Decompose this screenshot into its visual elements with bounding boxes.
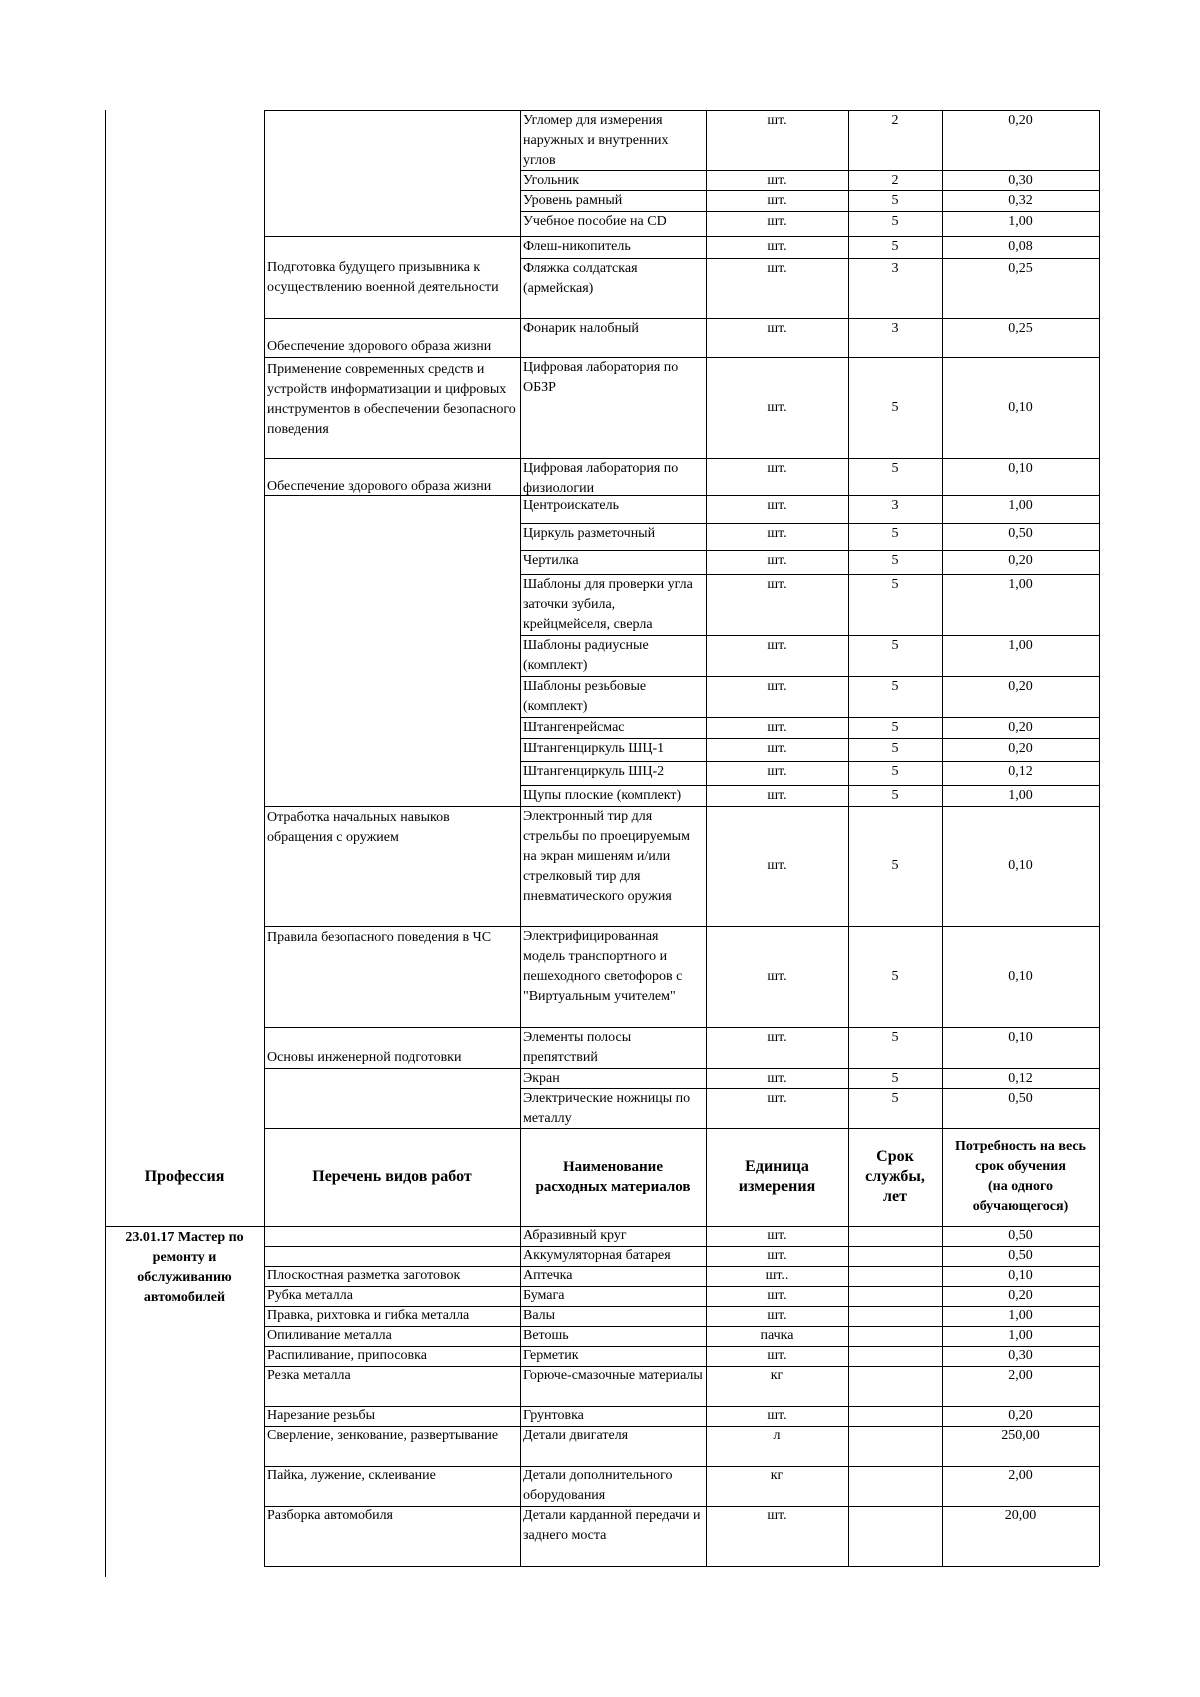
- table-rule: [706, 1226, 707, 1566]
- header-works: Перечень видов работ: [312, 1168, 472, 1185]
- requirement-cell: 2,00: [1008, 1468, 1033, 1483]
- unit-cell: пачка: [760, 1328, 794, 1343]
- unit-cell: шт.: [767, 638, 787, 653]
- table-rule: [264, 110, 265, 1128]
- unit-cell: шт.: [767, 969, 787, 984]
- unit-cell: шт.: [767, 788, 787, 803]
- table-rule: [848, 1128, 849, 1226]
- work-type-cell: Обеспечение здорового образа жизни: [267, 479, 492, 494]
- work-type-cell: Нарезание резьбы: [267, 1408, 375, 1423]
- material-name: Фляжка солдатская (армейская): [523, 261, 638, 296]
- requirement-cell: 0,30: [1008, 1348, 1033, 1363]
- material-name: Горюче-смазочные материалы: [523, 1368, 703, 1383]
- unit-cell: шт.: [767, 1308, 787, 1323]
- header-profession: Профессия: [144, 1168, 225, 1185]
- service-term-cell: 5: [891, 741, 899, 756]
- material-name: Учебное пособие на CD: [523, 214, 667, 229]
- material-name: Штангенциркуль ШЦ-1: [523, 741, 665, 756]
- unit-cell: шт.: [767, 741, 787, 756]
- requirement-cell: 0,20: [1008, 720, 1033, 735]
- material-name: Герметик: [523, 1348, 579, 1363]
- work-type-cell: Обеспечение здорового образа жизни: [267, 339, 492, 354]
- requirement-cell: 0,50: [1008, 1091, 1033, 1106]
- service-term-cell: [848, 1366, 942, 1386]
- service-term-cell: [848, 1306, 942, 1326]
- unit-cell: л: [773, 1428, 781, 1443]
- table-rule: [264, 806, 520, 807]
- unit-cell: шт.: [767, 1288, 787, 1303]
- unit-cell: шт.: [767, 1508, 787, 1523]
- work-type-cell: Резка металла: [267, 1368, 351, 1383]
- service-term-cell: [848, 1266, 942, 1286]
- table-rule: [520, 1128, 521, 1226]
- material-name: Аккумуляторная батарея: [523, 1248, 671, 1263]
- unit-cell: шт.: [767, 1408, 787, 1423]
- work-type-cell: Правка, рихтовка и гибка металла: [267, 1308, 470, 1323]
- requirement-cell: 0,20: [1008, 1408, 1033, 1423]
- service-term-cell: [848, 1246, 942, 1266]
- material-name: Электронный тир для стрельбы по проецируемым на экран мишеням и/или стрелковый тир для пневматического оружия: [523, 809, 690, 904]
- material-name: Грунтовка: [523, 1408, 584, 1423]
- service-term-cell: [848, 1346, 942, 1366]
- unit-cell: шт.: [767, 720, 787, 735]
- service-term-cell: 5: [891, 788, 899, 803]
- table-rule: [1099, 110, 1100, 1128]
- material-name: Детали карданной передачи и заднего моста: [523, 1508, 701, 1543]
- unit-cell: шт.: [767, 113, 787, 128]
- table-rule: [706, 1128, 707, 1226]
- requirement-cell: 0,30: [1008, 173, 1033, 188]
- table-rule: [264, 357, 520, 358]
- material-name: Детали двигателя: [523, 1428, 629, 1443]
- work-type-cell: Опиливание металла: [267, 1328, 392, 1343]
- work-type-cell: Основы инженерной подготовки: [267, 1050, 462, 1065]
- material-name: Валы: [523, 1308, 556, 1323]
- table-rule: [1099, 1128, 1100, 1226]
- material-name: Цифровая лаборатория по физиологии: [523, 461, 679, 495]
- service-term-cell: 3: [891, 498, 899, 513]
- requirement-cell: 0,08: [1008, 239, 1033, 254]
- requirement-cell: 1,00: [1008, 1328, 1033, 1343]
- table-rule: [264, 458, 520, 459]
- unit-cell: шт.: [767, 321, 787, 336]
- material-name: Шаблоны радиусные (комплект): [523, 638, 649, 673]
- material-name: Бумага: [523, 1288, 565, 1303]
- material-name: Щупы плоские (комплект): [523, 788, 682, 803]
- requirement-cell: 0,10: [1008, 1268, 1033, 1283]
- table-rule: [1099, 1226, 1100, 1566]
- service-term-cell: 5: [891, 461, 899, 476]
- header-unit: Единица измерения: [738, 1158, 816, 1195]
- service-term-cell: [848, 1426, 942, 1446]
- table-rule: [942, 1128, 943, 1226]
- unit-cell: шт..: [765, 1268, 789, 1283]
- work-type-cell: Сверление, зенкование, развертывание: [267, 1428, 499, 1443]
- table-rule: [264, 318, 520, 319]
- unit-cell: кг: [770, 1368, 784, 1383]
- header-service-term: Срок службы, лет: [865, 1148, 925, 1205]
- requirement-cell: 1,00: [1008, 498, 1033, 513]
- material-name: Штангенциркуль ШЦ-2: [523, 764, 665, 779]
- work-type-cell: Плоскостная разметка заготовок: [267, 1268, 461, 1283]
- material-name: Штангенрейсмас: [523, 720, 625, 735]
- service-term-cell: 5: [891, 239, 899, 254]
- requirement-cell: 0,10: [1008, 461, 1033, 476]
- requirement-cell: 0,10: [1008, 1030, 1033, 1045]
- table-rule: [942, 1226, 943, 1566]
- requirement-cell: 0,32: [1008, 193, 1033, 208]
- material-name: Ветошь: [523, 1328, 569, 1343]
- table-rule: [520, 1226, 521, 1566]
- unit-cell: шт.: [767, 173, 787, 188]
- service-term-cell: 5: [891, 764, 899, 779]
- header-requirement: Потребность на весь срок обучения (на одного обучающегося): [955, 1139, 1086, 1214]
- table-rule: [264, 1566, 1099, 1567]
- requirement-cell: 1,00: [1008, 1308, 1033, 1323]
- material-name: Центроискатель: [523, 498, 619, 513]
- service-term-cell: 5: [891, 720, 899, 735]
- requirement-cell: 0,20: [1008, 113, 1033, 128]
- service-term-cell: 5: [891, 400, 899, 415]
- table-rule: [105, 1226, 106, 1566]
- work-type-cell: Применение современных средств и устройств информатизации и цифровых инструментов в обеспечении безопасного поведения: [267, 362, 516, 437]
- requirement-cell: 0,20: [1008, 679, 1033, 694]
- material-name: Электрические ножницы по металлу: [523, 1091, 691, 1126]
- unit-cell: шт.: [767, 764, 787, 779]
- material-name: Электрифицированная модель транспортного и пешеходного светофоров с "Виртуальным учителем": [523, 929, 683, 1004]
- table-rule: [848, 1226, 849, 1566]
- requirement-cell: 0,10: [1008, 858, 1033, 873]
- header-material-name: Наименование расходных материалов: [535, 1159, 691, 1195]
- requirement-cell: 1,00: [1008, 788, 1033, 803]
- requirement-cell: 20,00: [1004, 1508, 1037, 1523]
- service-term-cell: 5: [891, 526, 899, 541]
- material-name: Чертилка: [523, 553, 579, 568]
- material-name: Угольник: [523, 173, 580, 188]
- requirement-cell: 0,20: [1008, 1288, 1033, 1303]
- material-name: Цифровая лаборатория по ОБЗР: [523, 360, 679, 395]
- unit-cell: кг: [770, 1468, 784, 1483]
- table-rule: [264, 495, 520, 496]
- service-term-cell: 2: [891, 113, 899, 128]
- requirement-cell: 0,50: [1008, 1228, 1033, 1243]
- unit-cell: шт.: [767, 1071, 787, 1086]
- unit-cell: шт.: [767, 526, 787, 541]
- requirement-cell: 0,25: [1008, 261, 1033, 276]
- material-name: Циркуль разметочный: [523, 526, 656, 541]
- service-term-cell: 5: [891, 577, 899, 592]
- unit-cell: шт.: [767, 1030, 787, 1045]
- service-term-cell: 5: [891, 1030, 899, 1045]
- unit-cell: шт.: [767, 1348, 787, 1363]
- service-term-cell: 3: [891, 321, 899, 336]
- unit-cell: шт.: [767, 858, 787, 873]
- table-rule: [264, 1226, 265, 1566]
- requirement-cell: 2,00: [1008, 1368, 1033, 1383]
- work-type-cell: [267, 1226, 517, 1246]
- work-type-cell: Подготовка будущего призывника к осуществлению военной деятельности: [267, 260, 499, 295]
- service-term-cell: [848, 1466, 942, 1486]
- service-term-cell: [848, 1286, 942, 1306]
- unit-cell: шт.: [767, 193, 787, 208]
- service-term-cell: 3: [891, 261, 899, 276]
- material-name: Флеш-никопитель: [523, 239, 631, 254]
- material-name: Фонарик налобный: [523, 321, 639, 336]
- service-term-cell: [848, 1506, 942, 1526]
- requirement-cell: 1,00: [1008, 214, 1033, 229]
- unit-cell: шт.: [767, 1248, 787, 1263]
- service-term-cell: 5: [891, 553, 899, 568]
- material-name: Шаблоны резьбовые (комплект): [523, 679, 647, 714]
- unit-cell: шт.: [767, 498, 787, 513]
- service-term-cell: 5: [891, 1071, 899, 1086]
- material-name: Элементы полосы препятствий: [523, 1030, 632, 1065]
- work-type-cell: Отработка начальных навыков обращения с оружием: [267, 810, 450, 845]
- requirement-cell: 0,10: [1008, 400, 1033, 415]
- service-term-cell: 2: [891, 173, 899, 188]
- work-type-cell: Разборка автомобиля: [267, 1508, 393, 1523]
- material-name: Абразивный круг: [523, 1228, 627, 1243]
- requirement-cell: 0,12: [1008, 764, 1033, 779]
- unit-cell: шт.: [767, 1228, 787, 1243]
- table-rule: [264, 1068, 520, 1069]
- service-term-cell: 5: [891, 638, 899, 653]
- service-term-cell: 5: [891, 858, 899, 873]
- requirement-cell: 0,50: [1008, 526, 1033, 541]
- service-term-cell: 5: [891, 193, 899, 208]
- unit-cell: шт.: [767, 239, 787, 254]
- table-rule: [264, 1027, 520, 1028]
- requirement-cell: 0,20: [1008, 741, 1033, 756]
- work-type-cell: Распиливание, припосовка: [267, 1348, 427, 1363]
- table-rule: [264, 110, 520, 111]
- service-term-cell: [848, 1326, 942, 1346]
- table-rule: [264, 1128, 520, 1129]
- unit-cell: шт.: [767, 400, 787, 415]
- requirement-cell: 1,00: [1008, 638, 1033, 653]
- unit-cell: шт.: [767, 577, 787, 592]
- unit-cell: шт.: [767, 261, 787, 276]
- requirement-cell: 0,10: [1008, 969, 1033, 984]
- unit-cell: шт.: [767, 553, 787, 568]
- requirement-cell: 250,00: [1001, 1428, 1040, 1443]
- work-type-cell: Пайка, лужение, склеивание: [267, 1468, 436, 1483]
- requirement-cell: 0,12: [1008, 1071, 1033, 1086]
- table-rule: [520, 110, 521, 1128]
- material-name: Угломер для измерения наружных и внутренних углов: [523, 113, 669, 168]
- material-name: Шаблоны для проверки угла заточки зубила, крейцмейселя, сверла: [523, 577, 693, 632]
- unit-cell: шт.: [767, 679, 787, 694]
- table-rule: [520, 1128, 1099, 1129]
- material-name: Уровень рамный: [523, 193, 623, 208]
- service-term-cell: 5: [891, 214, 899, 229]
- work-type-cell: Рубка металла: [267, 1288, 353, 1303]
- requirement-cell: 1,00: [1008, 577, 1033, 592]
- service-term-cell: 5: [891, 1091, 899, 1106]
- requirement-cell: 0,50: [1008, 1248, 1033, 1263]
- requirement-cell: 0,20: [1008, 553, 1033, 568]
- service-term-cell: [848, 1226, 942, 1246]
- unit-cell: шт.: [767, 214, 787, 229]
- work-type-cell: Правила безопасного поведения в ЧС: [267, 930, 492, 945]
- requirement-cell: 0,25: [1008, 321, 1033, 336]
- profession-name: 23.01.17 Мастер по ремонту и обслуживанию автомобилей: [125, 1230, 244, 1305]
- service-term-cell: 5: [891, 969, 899, 984]
- table-rule: [264, 926, 520, 927]
- work-type-cell: [267, 1246, 517, 1266]
- service-term-cell: [848, 1406, 942, 1426]
- material-name: Детали дополнительного оборудования: [523, 1468, 673, 1503]
- unit-cell: шт.: [767, 1091, 787, 1106]
- table-rule: [264, 236, 520, 237]
- material-name: Экран: [523, 1071, 560, 1086]
- table-rule: [264, 1128, 265, 1226]
- unit-cell: шт.: [767, 461, 787, 476]
- service-term-cell: 5: [891, 679, 899, 694]
- material-name: Аптечка: [523, 1268, 573, 1283]
